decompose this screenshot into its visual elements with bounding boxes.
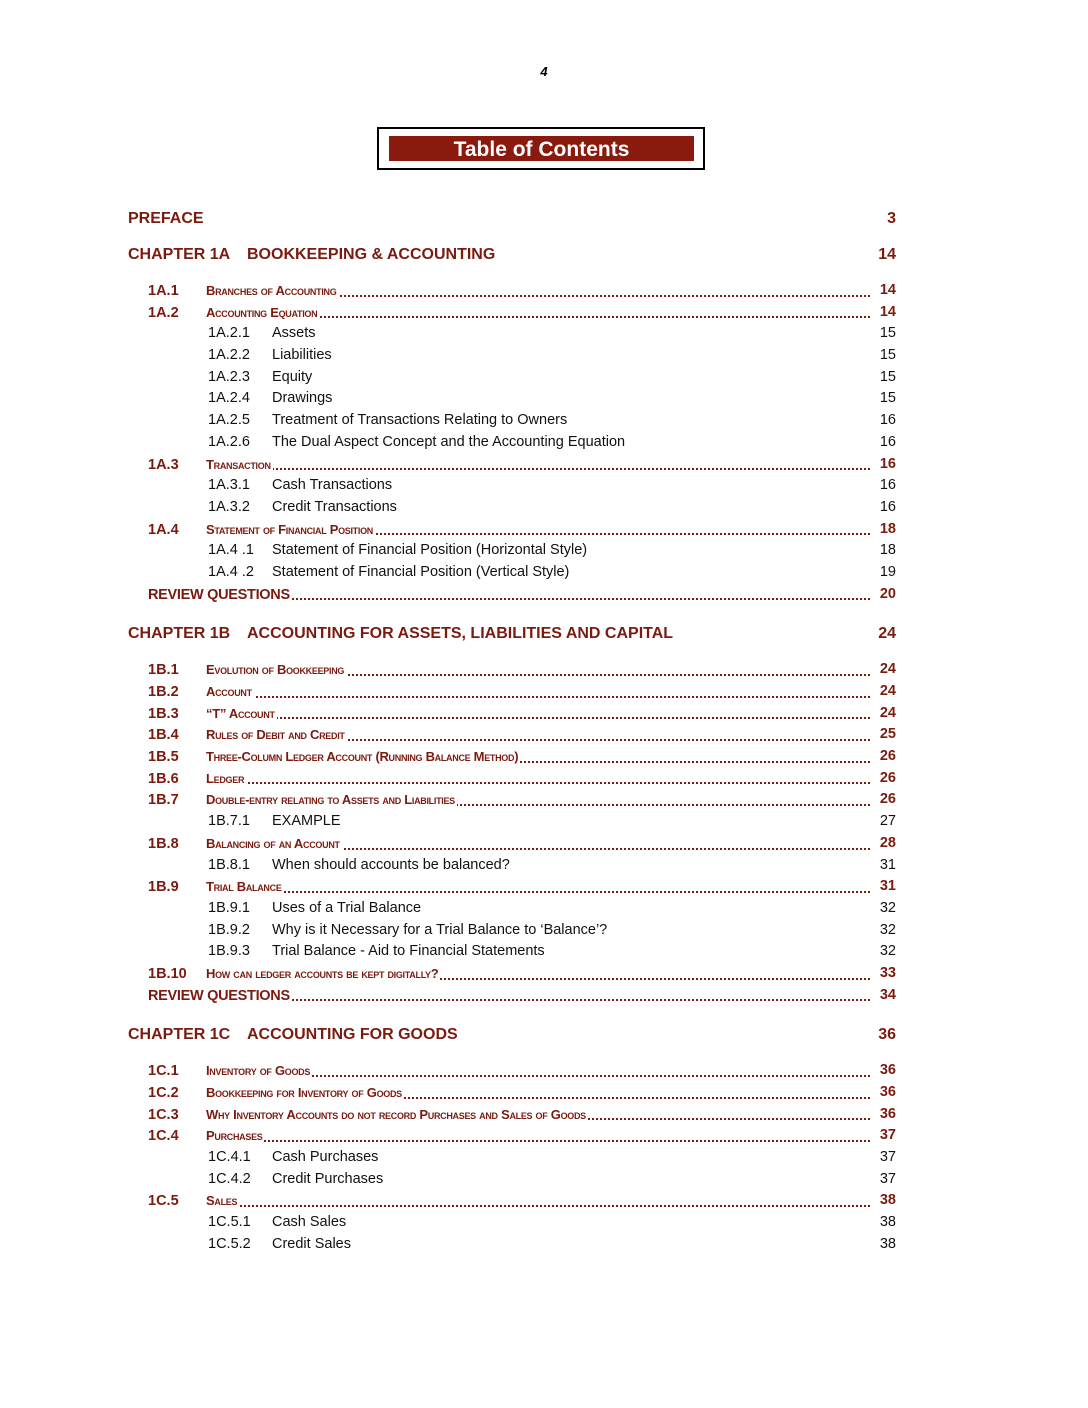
toc-chapter-heading[interactable]: [128, 621, 896, 647]
subsection-number: 1A.2.6: [208, 433, 250, 450]
toc-section-entry[interactable]: [128, 963, 896, 985]
section-title: Transaction: [206, 456, 271, 472]
subsection-page: 19: [877, 562, 896, 584]
section-page: 16: [877, 454, 896, 476]
toc-title: Table of Contents: [389, 136, 694, 161]
section-page: 31: [877, 876, 896, 898]
section-page: 24: [877, 659, 896, 681]
subsection-number: 1A.4 .2: [208, 563, 254, 580]
toc-subsection-entry[interactable]: [128, 367, 896, 389]
subsection-number: 1B.9.2: [208, 921, 250, 938]
section-title: Inventory of Goods: [206, 1063, 311, 1079]
section-title: Branches of Accounting: [206, 283, 337, 298]
section-title: How can ledger accounts be kept digitally?: [206, 965, 439, 981]
section-page: 28: [877, 833, 896, 855]
section-number: 1B.4: [148, 727, 179, 744]
subsection-number: 1C.4.2: [208, 1170, 251, 1187]
section-page: 24: [877, 681, 896, 703]
chapter-title: ACCOUNTING FOR ASSETS, LIABILITIES AND CAPITAL: [247, 625, 674, 643]
toc-review-questions-entry[interactable]: [128, 985, 896, 1007]
toc-subsection-entry[interactable]: [128, 562, 896, 584]
subsection-page: 16: [877, 497, 896, 519]
dot-leader: [128, 1205, 870, 1207]
toc-section-entry[interactable]: [128, 789, 896, 811]
subsection-title: Assets: [272, 325, 316, 342]
toc-subsection-entry[interactable]: [128, 432, 896, 454]
preface-label: PREFACE: [128, 210, 204, 227]
section-title: REVIEW QUESTIONS: [148, 586, 290, 603]
section-title: Double-entry relating to Assets and Liabilities: [206, 792, 455, 808]
section-page: 36: [877, 1104, 896, 1126]
section-title: Account: [206, 684, 252, 699]
toc-section-entry[interactable]: [128, 703, 896, 725]
toc-chapter-heading[interactable]: [128, 242, 896, 268]
toc-subsection-entry[interactable]: [128, 475, 896, 497]
section-title: Bookkeeping for Inventory of Goods: [206, 1085, 402, 1100]
subsection-number: 1A.3.2: [208, 498, 250, 515]
toc-section-entry[interactable]: [128, 768, 896, 790]
section-page: 26: [877, 789, 896, 811]
toc-subsection-entry[interactable]: [128, 497, 896, 519]
section-title: Why Inventory Accounts do not record Purchases and Sales of Goods: [206, 1106, 586, 1122]
chapter-title: BOOKKEEPING & ACCOUNTING: [247, 246, 496, 263]
chapter-number: CHAPTER 1A: [128, 246, 231, 263]
toc-subsection-entry[interactable]: [128, 388, 896, 410]
section-number: 1B.9: [148, 879, 179, 896]
section-title: “T” Account: [206, 705, 275, 721]
subsection-title: Drawings: [272, 390, 333, 407]
section-number: 1A.3: [148, 456, 179, 473]
chapter-page: 14: [875, 242, 896, 268]
chapter-title: ACCOUNTING FOR GOODS: [247, 1026, 458, 1044]
toc-section-entry[interactable]: [128, 519, 896, 541]
section-title: Purchases: [206, 1128, 263, 1144]
subsection-page: 32: [877, 920, 896, 942]
toc-subsection-entry[interactable]: [128, 1147, 896, 1169]
section-page: 33: [877, 963, 896, 985]
subsection-title: Credit Purchases: [272, 1170, 384, 1187]
subsection-page: 15: [877, 323, 896, 345]
section-title: Evolution of Bookkeeping: [206, 662, 345, 678]
section-title: Balancing of an Account: [206, 835, 340, 851]
section-number: 1A.1: [148, 283, 179, 299]
subsection-page: 37: [877, 1147, 896, 1169]
section-page: 38: [877, 1190, 896, 1212]
toc-review-questions-entry[interactable]: [128, 584, 896, 606]
toc-subsection-entry[interactable]: [128, 345, 896, 367]
subsection-page: 16: [877, 475, 896, 497]
subsection-number: 1A.2.2: [208, 347, 250, 364]
subsection-title: Cash Sales: [272, 1214, 347, 1231]
subsection-title: Uses of a Trial Balance: [272, 899, 422, 916]
toc-section-entry[interactable]: [128, 302, 896, 324]
table-of-contents: [128, 206, 896, 1272]
toc-subsection-entry[interactable]: [128, 855, 896, 877]
toc-section-entry[interactable]: [128, 724, 896, 746]
subsection-page: 15: [877, 367, 896, 389]
subsection-title: Cash Purchases: [272, 1149, 379, 1166]
toc-subsection-entry[interactable]: [128, 811, 896, 833]
section-page: 25: [877, 724, 896, 746]
toc-section-entry[interactable]: [128, 659, 896, 681]
subsection-title: Credit Transactions: [272, 498, 397, 515]
subsection-page: 15: [877, 388, 896, 410]
section-number: 1A.4: [148, 521, 179, 538]
toc-chapter-heading[interactable]: [128, 1022, 896, 1048]
section-title: Ledger: [206, 770, 245, 786]
toc-subsection-entry[interactable]: [128, 1169, 896, 1191]
toc-section-entry[interactable]: [128, 1125, 896, 1147]
toc-subsection-entry[interactable]: [128, 898, 896, 920]
subsection-title: Treatment of Transactions Relating to Owners: [272, 412, 568, 429]
section-page: 14: [877, 280, 896, 302]
toc-subsection-entry[interactable]: [128, 1234, 896, 1256]
section-number: 1B.6: [148, 770, 179, 787]
subsection-number: 1A.2.5: [208, 412, 250, 429]
toc-subsection-entry[interactable]: [128, 1212, 896, 1234]
section-page: 36: [877, 1060, 896, 1082]
subsection-title: Statement of Financial Position (Vertical Style): [272, 563, 570, 580]
subsection-page: 16: [877, 410, 896, 432]
subsection-page: 16: [877, 432, 896, 454]
toc-section-entry[interactable]: [128, 746, 896, 768]
subsection-number: 1C.5.1: [208, 1214, 251, 1231]
toc-section-entry[interactable]: [128, 1082, 896, 1104]
subsection-title: When should accounts be balanced?: [272, 856, 510, 873]
subsection-number: 1C.4.1: [208, 1149, 251, 1166]
toc-entry-preface[interactable]: [128, 206, 896, 232]
subsection-title: Statement of Financial Position (Horizontal Style): [272, 542, 588, 559]
subsection-title: Liabilities: [272, 347, 332, 364]
subsection-title: EXAMPLE: [272, 813, 341, 830]
section-page: 18: [877, 519, 896, 541]
subsection-number: 1B.9.3: [208, 943, 250, 960]
subsection-page: 18: [877, 540, 896, 562]
chapter-page: 24: [875, 621, 896, 647]
toc-section-entry[interactable]: [128, 681, 896, 703]
subsection-number: 1A.3.1: [208, 477, 250, 494]
section-title: Trial Balance: [206, 879, 282, 895]
subsection-title: Why is it Necessary for a Trial Balance to ‘Balance’?: [272, 921, 608, 938]
section-number: 1B.10: [148, 965, 187, 982]
subsection-title: The Dual Aspect Concept and the Accounting Equation: [272, 433, 626, 450]
subsection-page: 31: [877, 855, 896, 877]
toc-subsection-entry[interactable]: [128, 941, 896, 963]
subsection-title: Credit Sales: [272, 1235, 351, 1252]
section-title: Rules of Debit and Credit: [206, 727, 345, 743]
subsection-number: 1B.9.1: [208, 899, 250, 916]
subsection-number: 1A.2.4: [208, 390, 250, 407]
subsection-number: 1A.2.3: [208, 368, 250, 385]
subsection-page: 32: [877, 898, 896, 920]
section-page: 26: [877, 746, 896, 768]
section-number: 1B.8: [148, 835, 179, 852]
chapter-number: CHAPTER 1C: [128, 1026, 231, 1044]
section-page: 24: [877, 703, 896, 725]
section-number: 1B.2: [148, 684, 179, 700]
chapter-number: CHAPTER 1B: [128, 625, 231, 643]
toc-section-entry[interactable]: [128, 1060, 896, 1082]
section-title: Sales: [206, 1193, 238, 1209]
subsection-page: 38: [877, 1212, 896, 1234]
preface-page: 3: [884, 206, 896, 232]
section-page: 26: [877, 768, 896, 790]
chapter-page: 36: [875, 1022, 896, 1048]
section-page: 34: [877, 985, 896, 1007]
section-number: 1A.2: [148, 304, 179, 321]
section-title: Accounting Equation: [206, 304, 318, 320]
subsection-page: 15: [877, 345, 896, 367]
section-page: 37: [877, 1125, 896, 1147]
page-number: 4: [540, 64, 548, 79]
section-number: 1C.1: [148, 1063, 179, 1080]
section-number: 1C.3: [148, 1106, 179, 1123]
section-page: 14: [877, 302, 896, 324]
section-number: 1B.3: [148, 705, 179, 722]
section-title: Three-Column Ledger Account (Running Balance Method): [206, 749, 519, 765]
subsection-number: 1C.5.2: [208, 1235, 251, 1252]
section-title: REVIEW QUESTIONS: [148, 987, 290, 1004]
subsection-number: 1A.4 .1: [208, 542, 254, 559]
toc-section-entry[interactable]: [128, 280, 896, 302]
subsection-page: 38: [877, 1234, 896, 1256]
toc-section-entry[interactable]: [128, 454, 896, 476]
toc-subsection-entry[interactable]: [128, 920, 896, 942]
chapters: [128, 242, 896, 1272]
section-number: 1C.5: [148, 1193, 179, 1210]
section-number: 1B.5: [148, 749, 179, 766]
section-page: 20: [877, 584, 896, 606]
subsection-title: Equity: [272, 368, 313, 385]
section-number: 1B.7: [148, 792, 179, 809]
subsection-title: Cash Transactions: [272, 477, 393, 494]
subsection-page: 27: [877, 811, 896, 833]
section-number: 1C.4: [148, 1128, 179, 1145]
toc-section-entry[interactable]: [128, 876, 896, 898]
toc-section-entry[interactable]: [128, 833, 896, 855]
subsection-page: 32: [877, 941, 896, 963]
toc-subsection-entry[interactable]: [128, 540, 896, 562]
toc-subsection-entry[interactable]: [128, 410, 896, 432]
toc-subsection-entry[interactable]: [128, 323, 896, 345]
subsection-number: 1A.2.1: [208, 325, 250, 342]
section-number: 1B.1: [148, 662, 179, 679]
subsection-number: 1B.8.1: [208, 856, 250, 873]
toc-section-entry[interactable]: [128, 1190, 896, 1212]
toc-title-box: [377, 127, 705, 170]
subsection-number: 1B.7.1: [208, 813, 250, 830]
subsection-page: 37: [877, 1169, 896, 1191]
section-number: 1C.2: [148, 1085, 179, 1101]
subsection-title: Trial Balance - Aid to Financial Statements: [272, 943, 545, 960]
toc-section-entry[interactable]: [128, 1104, 896, 1126]
section-page: 36: [877, 1082, 896, 1104]
section-title: Statement of Financial Position: [206, 521, 373, 537]
